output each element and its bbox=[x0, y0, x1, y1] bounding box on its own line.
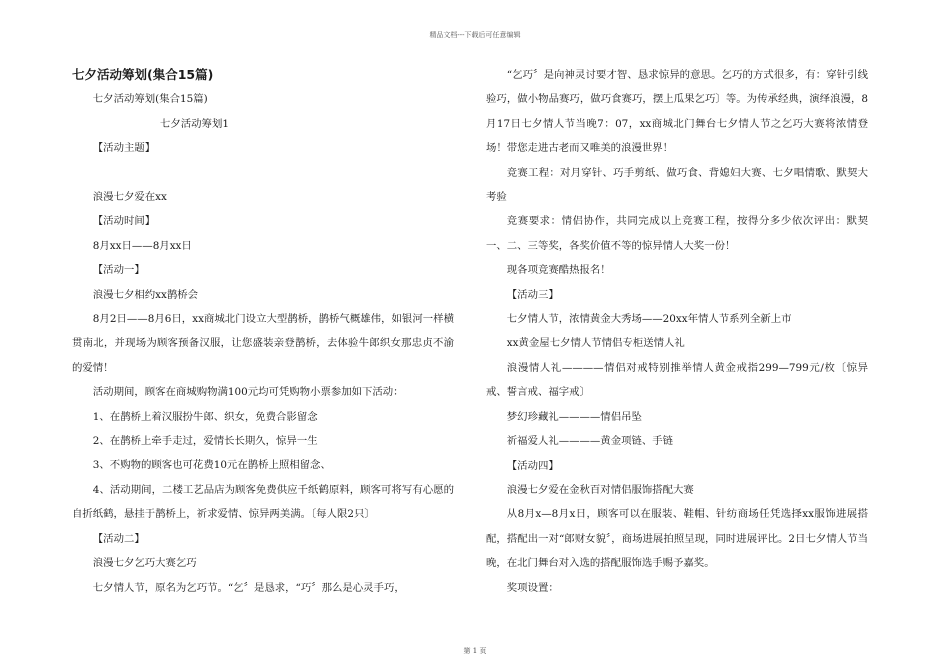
document-title: 七夕活动筹划(集合15篇) bbox=[72, 67, 214, 82]
paragraph: 4、活动期间，二楼工艺品店为顾客免费供应千纸鹤原料，顾客可将写有心愿的自折纸鹤，悬挂于鹊桥上，祈求爱情、惊异两美满。〔每人限2只〕 bbox=[72, 483, 454, 521]
paragraph: 浪漫七夕爱在金秋百对情侣服饰搭配大赛 bbox=[506, 483, 694, 496]
paragraph: 奖项设置： bbox=[506, 581, 559, 594]
paragraph: 【活动三】 bbox=[506, 288, 559, 301]
paragraph: 【活动主题】 bbox=[92, 142, 156, 155]
paragraph: 七夕活动筹划(集合15篇) bbox=[92, 93, 208, 106]
paragraph: 七夕情人节，原名为乞巧节。“乞〞是恳求，“巧〞那么是心灵手巧， bbox=[92, 581, 405, 594]
paragraph: 活动期间，顾客在商城购物满100元均可凭购物小票参加如下活动： bbox=[92, 386, 404, 399]
paragraph: “乞巧〞是向神灵讨要才智、恳求惊异的意思。乞巧的方式很多，有：穿针引线验巧，做小物品赛巧，做巧食赛巧，摆上瓜果乞巧〕等。为传承经典，演绎浪漫，8月17日七夕情人节当晚7：07，xx商城北门舞台七夕情人节之乞巧大赛将浓情登场！带您走进古老而又唯美的浪漫世界！ bbox=[486, 69, 868, 155]
page-footer: 第 1 页 bbox=[463, 647, 487, 655]
left-column bbox=[72, 63, 454, 600]
paragraph: 浪漫七夕乞巧大赛乞巧 bbox=[92, 557, 197, 570]
paragraph: 梦幻珍藏礼————情侣吊坠 bbox=[506, 410, 642, 423]
paragraph: 【活动时间】 bbox=[92, 215, 156, 228]
paragraph: 浪漫七夕爱在xx bbox=[92, 191, 167, 204]
paragraph: 1、在鹊桥上着汉服扮牛郎、织女，免费合影留念 bbox=[92, 410, 318, 423]
paragraph: 七夕活动筹划1 bbox=[160, 117, 229, 130]
page-header: 精品文档---下载后可任意编辑 bbox=[429, 31, 521, 39]
paragraph: 8月2日——8月6日，xx商城北门设立大型鹊桥，鹊桥气概雄伟，如银河一样横贯南北，并现场为顾客预备汉服，让您盛装亲登鹊桥，去体验牛郎织女那忠贞不渝的爱情！ bbox=[72, 313, 454, 374]
paragraph: 【活动四】 bbox=[506, 459, 559, 472]
paragraph: 8月xx日——8月xx日 bbox=[92, 239, 192, 252]
blank-line bbox=[72, 161, 454, 185]
paragraph: 2、在鹊桥上牵手走过，爱情长长期久，惊异一生 bbox=[92, 435, 318, 448]
paragraph: 浪漫七夕相约xx鹊桥会 bbox=[92, 288, 199, 301]
paragraph: 从8月x—8月x日，顾客可以在服装、鞋帽、针纺商场任凭选择xx服饰进展搭配，搭配出一对“郎财女貌〞，商场进展拍照呈现，同时进展评比。2日七夕情人节当晚，在北门舞台对入选的搭配服饰选手赐予嘉奖。 bbox=[486, 508, 868, 570]
paragraph: 【活动一】 bbox=[92, 264, 145, 277]
paragraph: 【活动二】 bbox=[92, 532, 145, 545]
paragraph: 祈福爱人礼————黄金项链、手链 bbox=[506, 435, 674, 448]
right-column bbox=[486, 63, 868, 600]
paragraph: 现各项竞赛酷热报名！ bbox=[506, 264, 611, 277]
paragraph: 竞赛要求：情侣协作，共同完成以上竞赛工程，按得分多少依次评出：默契一、二、三等奖，各奖价值不等的惊异情人大奖一份！ bbox=[486, 215, 868, 252]
paragraph: 3、不购物的顾客也可花费10元在鹊桥上照相留念、 bbox=[92, 459, 331, 472]
paragraph: 浪漫情人礼————情侣对戒特别推举情人黄金戒指299—799元/枚〔惊异戒、誓言戒、福字戒〕 bbox=[486, 361, 868, 399]
paragraph: xx黄金屋七夕情人节情侣专柜送情人礼 bbox=[506, 337, 685, 350]
paragraph: 七夕情人节，浓情黄金大秀场——20xx年情人节系列全新上市 bbox=[506, 313, 792, 326]
paragraph: 竞赛工程：对月穿针、巧手剪纸、做巧食、背媳妇大赛、七夕唱情歌、默契大考验 bbox=[486, 166, 868, 204]
